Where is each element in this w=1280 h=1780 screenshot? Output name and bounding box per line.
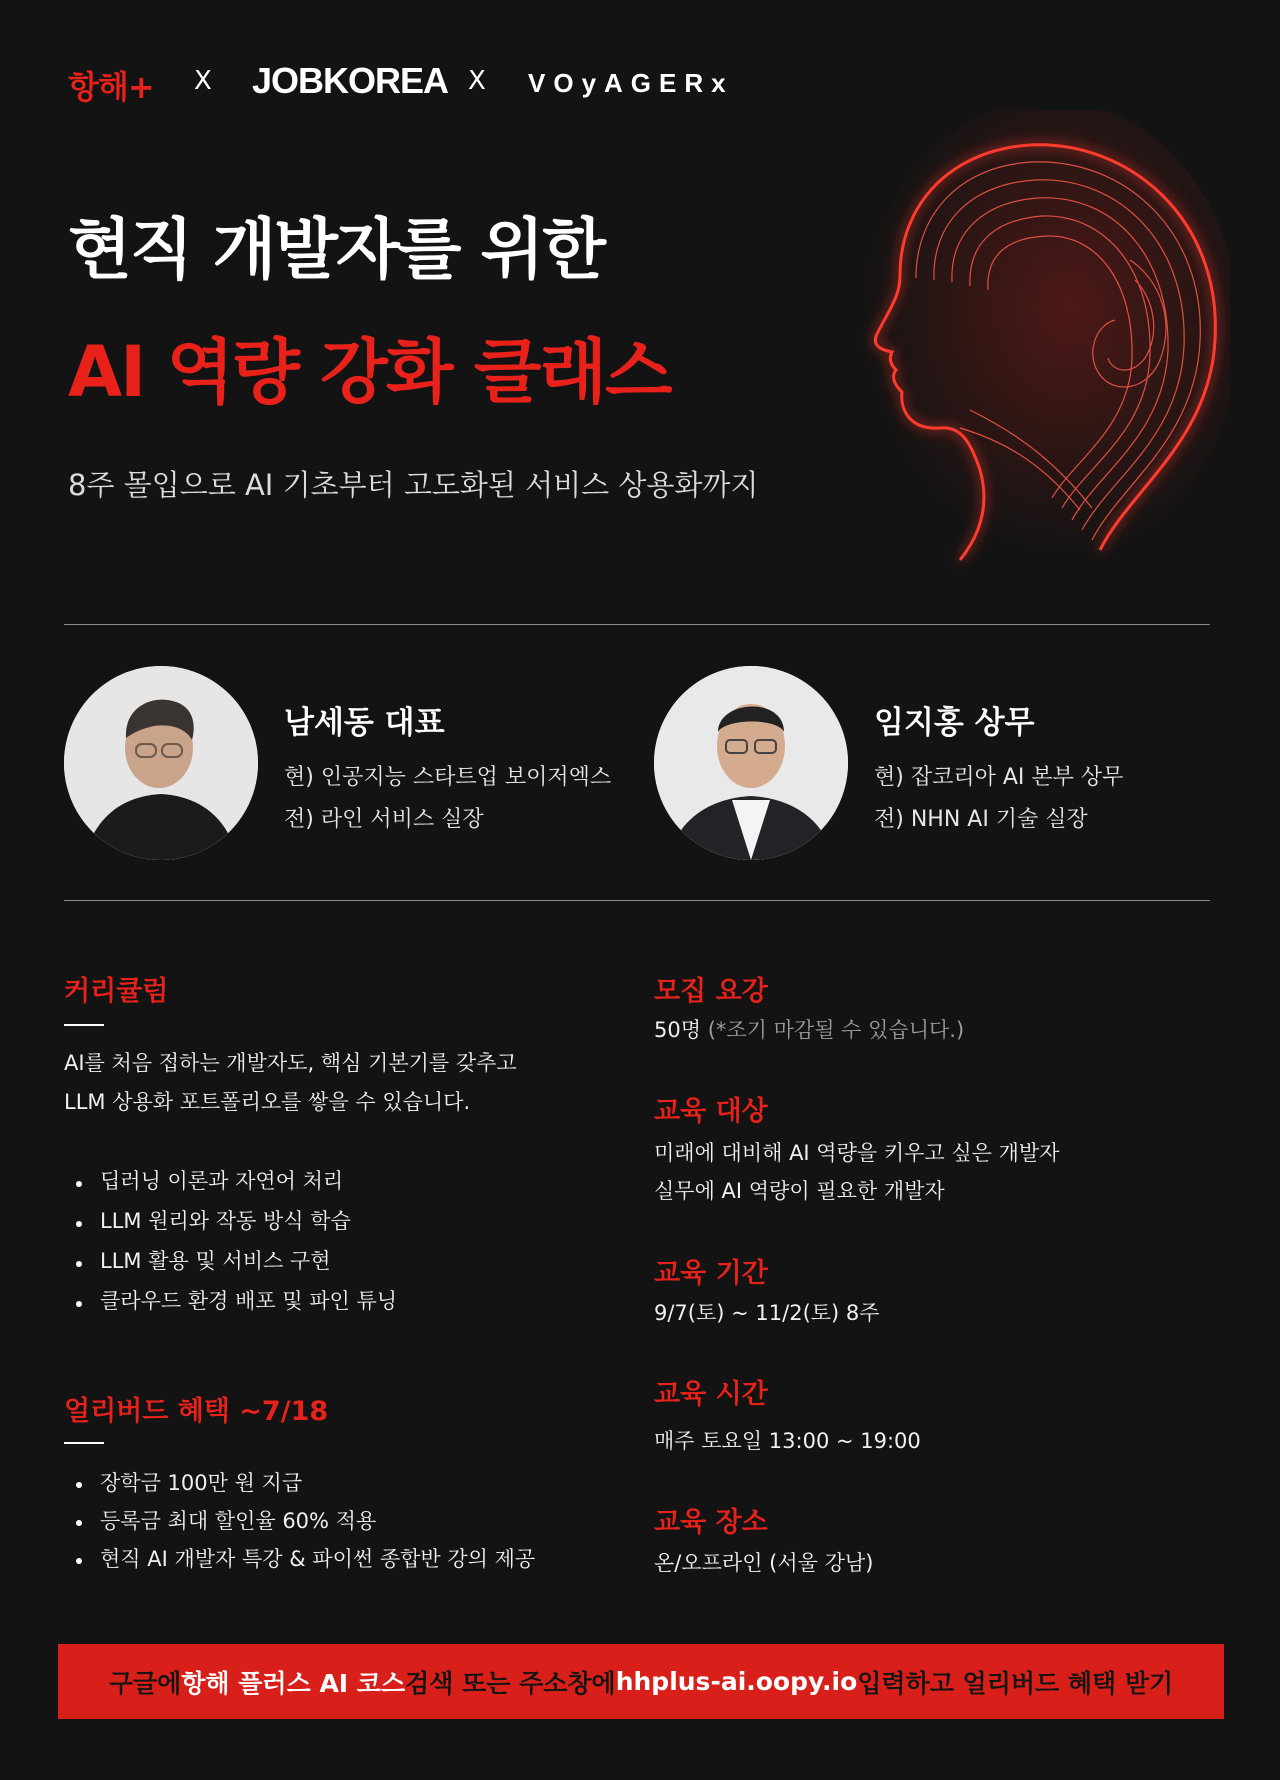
heading-underline [64,1442,104,1444]
cta-banner[interactable] [58,1644,1224,1719]
cta-text-1: 구글에 [108,1668,182,1698]
hero-subtitle: 8주 몰입으로 AI 기초부터 고도화된 서비스 상용화까지 [68,468,759,502]
time-heading: 교육 시간 [654,1379,768,1410]
curriculum-heading: 커리큘럼 [64,976,169,1007]
speaker-current-2: 현) 잡코리아 AI 본부 상무 [874,765,1124,790]
period-value: 9/7(토) ~ 11/2(토) 8주 [654,1301,880,1325]
curriculum-item: 딥러닝 이론과 자연어 처리 [64,1164,397,1204]
early-bird-list [64,1466,535,1580]
recruit-note: (*조기 마감될 수 있습니다.) [707,1018,965,1042]
cta-url-link[interactable]: hhplus-ai.oopy.io [615,1667,858,1696]
curriculum-list [64,1164,397,1324]
speaker-former-2: 전) NHN AI 기술 실장 [874,807,1088,832]
section-divider [64,900,1210,901]
time-value: 매주 토요일 13:00 ~ 19:00 [654,1429,921,1453]
cta-text-2: 검색 또는 주소창에 [405,1668,616,1698]
ai-head-illustration [830,110,1230,580]
recruit-count: 50명 [654,1018,702,1042]
hanghae-plus-logo: 항해+ [68,68,154,106]
speaker-name-2: 임지홍 상무 [874,705,1035,741]
speaker-current-1: 현) 인공지능 스타트업 보이저엑스 [284,765,612,790]
section-divider [64,624,1210,625]
cta-text-3: 입력하고 얼리버드 혜택 받기 [857,1668,1174,1698]
jobkorea-logo: JOBKOREA [252,60,449,101]
hero-title-line1: 현직 개발자를 위한 [68,211,605,288]
curriculum-desc-line2: LLM 상용화 포트폴리오를 쌓을 수 있습니다. [64,1090,471,1114]
curriculum-item: LLM 원리와 작동 방식 학습 [64,1204,397,1244]
voyagerx-logo: VOyAGERx [528,68,734,98]
speaker-name-1: 남세동 대표 [284,705,445,741]
curriculum-item: 클라우드 환경 배포 및 파인 튜닝 [64,1284,397,1324]
curriculum-desc-line1: AI를 처음 접하는 개발자도, 핵심 기본기를 갖추고 [64,1051,517,1075]
early-bird-item: 등록금 최대 할인율 60% 적용 [64,1504,535,1542]
speaker-former-1: 전) 라인 서비스 실장 [284,807,484,832]
early-bird-heading: 얼리버드 혜택 ~7/18 [64,1396,329,1427]
target-line2: 실무에 AI 역량이 필요한 개발자 [654,1179,945,1203]
collab-separator: X [468,66,486,96]
period-heading: 교육 기간 [654,1258,768,1289]
place-value: 온/오프라인 (서울 강남) [654,1551,874,1575]
speaker-photo-1 [64,666,258,860]
recruit-heading: 모집 요강 [654,976,768,1007]
early-bird-item: 장학금 100만 원 지급 [64,1466,535,1504]
early-bird-item: 현직 AI 개발자 특강 & 파이썬 종합반 강의 제공 [64,1542,535,1580]
cta-course-name: 항해 플러스 AI 코스 [181,1668,406,1698]
curriculum-item: LLM 활용 및 서비스 구현 [64,1244,397,1284]
target-line1: 미래에 대비해 AI 역량을 키우고 싶은 개발자 [654,1141,1060,1165]
place-heading: 교육 장소 [654,1507,768,1538]
collab-separator: X [194,66,212,96]
speaker-photo-2 [654,666,848,860]
target-heading: 교육 대상 [654,1096,768,1127]
heading-underline [64,1024,104,1026]
hero-title-line2: AI 역량 강화 클래스 [68,331,671,413]
recruit-info [654,1011,964,1050]
